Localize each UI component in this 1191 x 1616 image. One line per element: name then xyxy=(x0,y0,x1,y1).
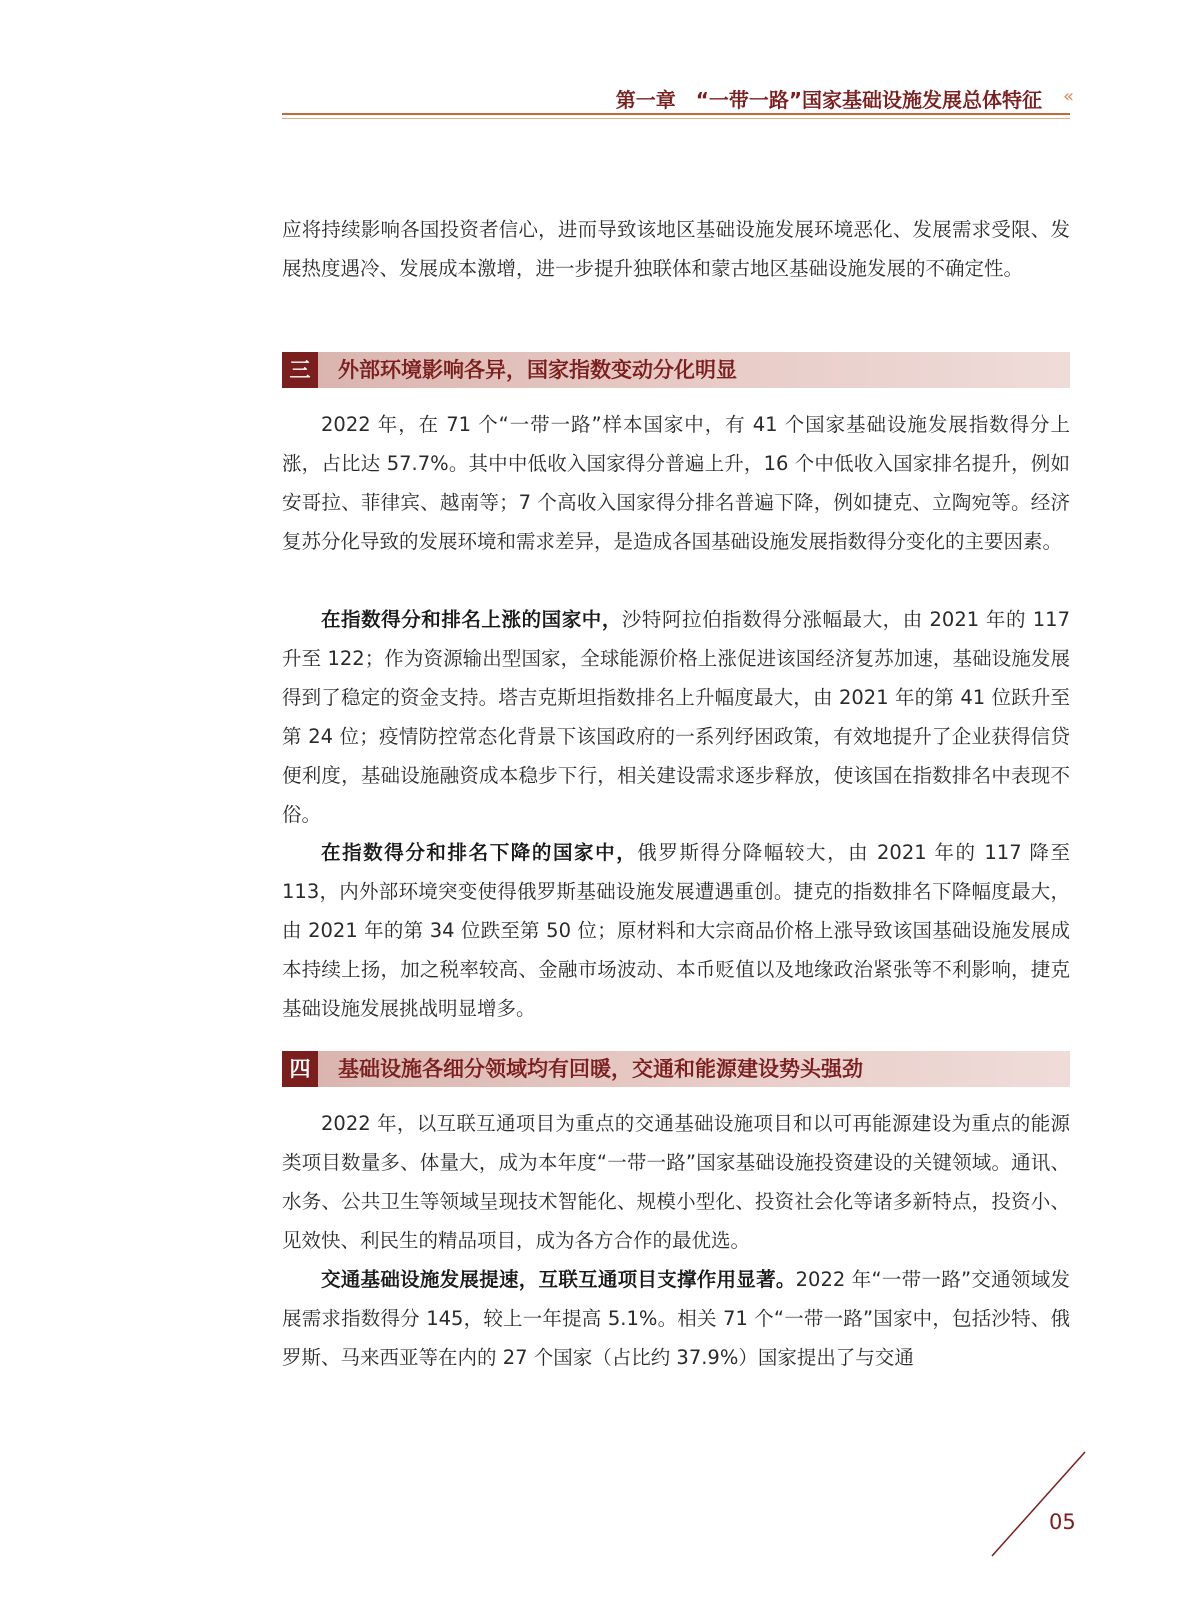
section-title: 基础设施各细分领域均有回暖，交通和能源建设势头强劲 xyxy=(338,1057,863,1081)
page-number: 05 xyxy=(1049,1510,1076,1534)
section-title: 外部环境影响各异，国家指数变动分化明显 xyxy=(338,358,737,382)
paragraph xyxy=(282,833,1070,1028)
section-heading-3 xyxy=(282,352,1070,388)
paragraph xyxy=(282,600,1070,834)
header-rule-thin xyxy=(282,118,1070,119)
chapter-title: 第一章 “一带一路”国家基础设施发展总体特征 xyxy=(615,88,1042,112)
paragraph-lead: 在指数得分和排名下降的国家中， xyxy=(321,841,638,864)
paragraph xyxy=(282,1260,1070,1377)
paragraph-body: 2022 年“一带一路”交通领域发展需求指数得分 145，较上一年提高 5.1%。相关 71 个“一带一路”国家中，包括沙特、俄罗斯、马来西亚等在内的 27 个国家（占比约 37.9%）国家提出了与交通 xyxy=(282,1268,1070,1369)
paragraph-body: 沙特阿拉伯指数得分涨幅最大，由 2021 年的 117 升至 122；作为资源输出型国家，全球能源价格上涨促进该国经济复苏加速，基础设施发展得到了稳定的资金支持。塔吉克斯坦指数排名上升幅度最大，由 2021 年的第 41 位跃升至第 24 位；疫情防控常态化背景下该国政府的一系列纾困政策，有效地提升了企业获得信贷便利度，基础设施融资成本稳步下行，相关建设需求逐步释放，使该国在指数排名中表现不俗。 xyxy=(282,608,1070,826)
paragraph: 2022 年，在 71 个“一带一路”样本国家中，有 41 个国家基础设施发展指数得分上涨，占比达 57.7%。其中中低收入国家得分普遍上升，16 个中低收入国家排名提升，例如安哥拉、菲律宾、越南等；7 个高收入国家得分排名普遍下降，例如捷克、立陶宛等。经济复苏分化导致的发展环境和需求差异，是造成各国基础设施发展指数得分变化的主要因素。 xyxy=(282,413,1070,553)
section-heading-4 xyxy=(282,1051,1070,1087)
header-rule xyxy=(282,113,1070,115)
paragraph: 2022 年，以互联互通项目为重点的交通基础设施项目和以可再能源建设为重点的能源类项目数量多、体量大，成为本年度“一带一路”国家基础设施投资建设的关键领域。通讯、水务、公共卫生等领域呈现技术智能化、规模小型化、投资社会化等诸多新特点，投资小、见效快、利民生的精品项目，成为各方合作的最优选。 xyxy=(282,1112,1070,1252)
section-number: 四 xyxy=(282,1051,318,1087)
paragraph-lead: 在指数得分和排名上涨的国家中， xyxy=(321,608,622,631)
section-number: 三 xyxy=(282,352,318,388)
paragraph-body: 俄罗斯得分降幅较大，由 2021 年的 117 降至 113，内外部环境突变使得俄罗斯基础设施发展遭遇重创。捷克的指数排名下降幅度最大，由 2021 年的第 34 位跌至第 50 位；原材料和大宗商品价格上涨导致该国基础设施发展成本持续上扬，加之税率较高、金融市场波动、本币贬值以及地缘政治紧张等不利影响，捷克基础设施发展挑战明显增多。 xyxy=(282,841,1070,1020)
paragraph-lead: 交通基础设施发展提速，互联互通项目支撑作用显著。 xyxy=(321,1268,796,1291)
paragraph-continuation: 应将持续影响各国投资者信心，进而导致该地区基础设施发展环境恶化、发展需求受限、发展热度遇冷、发展成本激增，进一步提升独联体和蒙古地区基础设施发展的不确定性。 xyxy=(282,218,1070,280)
chevron-left-icon: « xyxy=(1062,86,1070,107)
